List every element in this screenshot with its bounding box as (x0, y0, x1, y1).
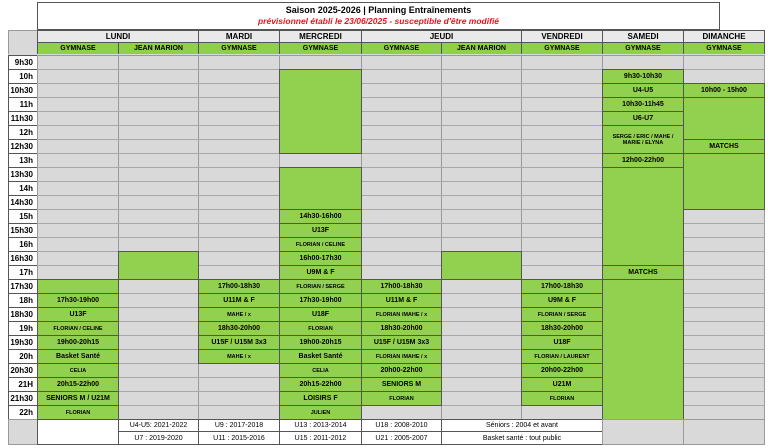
time-label: 20h30 (8, 363, 38, 378)
session-text: 17h30-19h00 (56, 297, 100, 304)
session-text: FLORIAN / CELINE (53, 325, 103, 332)
session-vendredi-u21-team (521, 377, 603, 392)
session-text: 20h15-22h00 (56, 381, 100, 388)
session-text: FLORIAN /MAHE / x (375, 311, 428, 318)
session-mercredi-u18f-team (279, 307, 362, 322)
legend-corner (8, 419, 38, 445)
time-label: 15h (8, 209, 38, 224)
legend-u4u5: U4-U5: 2021-2022 (118, 419, 199, 432)
corner-cell (8, 30, 38, 55)
session-text: 20h00-22h00 (540, 367, 584, 374)
time-label: 21H (8, 377, 38, 392)
time-label: 13h30 (8, 167, 38, 182)
session-lundi-gym-u13f-team (37, 307, 119, 322)
session-jeudi-u15-coach (361, 349, 442, 364)
session-samedi-matchs-label (602, 265, 684, 280)
session-mercredi-u18f-time (279, 293, 362, 308)
session-lundi-gym-u13f-coach (37, 321, 119, 336)
session-dimanche-matchs-label (683, 139, 765, 154)
session-lundi-gym-seniors-time (37, 377, 119, 392)
session-mardi-u15-coach (198, 349, 280, 364)
time-label: 17h (8, 265, 38, 280)
legend-u21: U21 : 2005-2007 (361, 431, 442, 445)
time-label: 12h30 (8, 139, 38, 154)
time-label: 16h (8, 237, 38, 252)
legend-blank-left (37, 419, 119, 445)
session-samedi-u6u7-team (602, 111, 684, 126)
venue-header-lundi-jean-marion: JEAN MARION (118, 42, 199, 55)
session-text: 10h30-11h45 (622, 101, 664, 108)
day-header-mercredi: MERCREDI (279, 30, 362, 43)
session-dimanche-block-b (683, 153, 765, 210)
session-text: U15F / U15M 3x3 (373, 339, 430, 346)
session-text: U21M (552, 381, 572, 388)
session-jeudi-jm-open (441, 251, 522, 280)
session-jeudi-seniors-coach (361, 391, 442, 406)
session-text: 18h30-20h00 (540, 325, 584, 332)
session-mercredi-u13f-coach (279, 237, 362, 252)
session-mardi-u15-time (198, 321, 280, 336)
session-text: 17h00-18h30 (380, 283, 423, 290)
session-samedi-matchs-block-a (602, 167, 684, 266)
session-text: CELIA (69, 367, 87, 374)
session-text: U13F (69, 311, 87, 318)
session-vendredi-u9-team (521, 293, 603, 308)
day-header-mardi: MARDI (198, 30, 280, 43)
session-text: 14h30-16h00 (299, 213, 342, 220)
time-label: 21h30 (8, 391, 38, 406)
day-header-vendredi: VENDREDI (521, 30, 603, 43)
session-jeudi-seniors-team (361, 377, 442, 392)
time-label: 18h (8, 293, 38, 308)
session-text: JULIEN (310, 409, 331, 416)
venue-header-mardi-gymnase: GYMNASE (198, 42, 280, 55)
session-text: 9h30-10h30 (623, 73, 663, 80)
venue-header-samedi-gymnase: GYMNASE (602, 42, 684, 55)
session-text: U18F (553, 339, 571, 346)
session-text: FLORIAN / SERGE (296, 283, 345, 290)
session-lundi-gym-seniors-coach (37, 405, 119, 420)
session-vendredi-u18f-team (521, 335, 603, 350)
session-text: SENIORS M (381, 381, 422, 388)
venue-header-mercredi-gymnase: GYMNASE (279, 42, 362, 55)
session-mercredi-sante-time (279, 335, 362, 350)
session-mercredi-sante-team (279, 349, 362, 364)
legend-basket-sante: Basket santé : tout public (441, 431, 603, 445)
session-text: U13F (311, 227, 330, 234)
time-label: 16h30 (8, 251, 38, 266)
session-text: U11M & F (385, 297, 418, 304)
day-header-dimanche: DIMANCHE (683, 30, 765, 43)
session-vendredi-u21-coach (521, 391, 603, 406)
time-label: 11h30 (8, 111, 38, 126)
session-mardi-u11-time (198, 279, 280, 294)
session-mercredi-midday-open (279, 167, 362, 210)
session-text: FLORIAN / LAURENT (534, 353, 590, 360)
session-mardi-u11-team (198, 293, 280, 308)
time-label: 19h30 (8, 335, 38, 350)
legend-blank-samedi (602, 419, 684, 445)
time-label: 11h (8, 97, 38, 112)
day-header-jeudi: JEUDI (361, 30, 522, 43)
session-jeudi-u11-coach (361, 307, 442, 322)
session-text: MATCHS (628, 269, 658, 276)
session-samedi-u4u5-time (602, 69, 684, 84)
legend-u18: U18 : 2008-2010 (361, 419, 442, 432)
session-text: U4-U5 (632, 87, 654, 94)
session-text: 20h15-22h00 (299, 381, 342, 388)
legend-seniors: Séniors : 2004 et avant (441, 419, 603, 432)
legend-blank-dimanche (683, 419, 765, 445)
session-text: CELIA (312, 367, 329, 374)
session-mercredi-loisirs-coach (279, 405, 362, 420)
time-label: 13h (8, 153, 38, 168)
time-label: 14h30 (8, 195, 38, 210)
session-text: 16h00-17h30 (299, 255, 342, 262)
session-mercredi-sante-coach (279, 363, 362, 378)
session-mercredi-u9-time (279, 251, 362, 266)
session-jeudi-u15-time (361, 321, 442, 336)
session-text: 10h00 - 15h00 (701, 87, 747, 94)
time-label: 10h30 (8, 83, 38, 98)
time-label: 18h30 (8, 307, 38, 322)
session-samedi-matchs-block-b (602, 279, 684, 420)
session-text: Basket Santé (298, 353, 343, 360)
session-text: 17h30-19h00 (299, 297, 342, 304)
session-mercredi-u18f-coach (279, 321, 362, 336)
session-text: 19h00-20h15 (299, 339, 342, 346)
session-jeudi-u15-team (361, 335, 442, 350)
venue-header-jeudi-jean-marion: JEAN MARION (441, 42, 522, 55)
session-mercredi-u9-team (279, 265, 362, 280)
session-text: SERGE / ERIC / MAHE / (612, 133, 674, 140)
legend-u7: U7 : 2019-2020 (118, 431, 199, 445)
time-label: 14h (8, 181, 38, 196)
session-text: MAHE / x (227, 353, 251, 360)
session-dimanche-time (683, 83, 765, 98)
time-label: 19h (8, 321, 38, 336)
session-mercredi-u13f-team (279, 223, 362, 238)
session-text: FLORIAN (308, 325, 333, 332)
title-box (37, 2, 720, 30)
session-text: MATCHS (709, 143, 739, 150)
session-text: Basket Santé (56, 353, 100, 360)
session-samedi-u6u7-time (602, 97, 684, 112)
session-lundi-gym-u13f-time (37, 293, 119, 308)
session-text: FLORIAN (389, 395, 414, 402)
time-label: 12h (8, 125, 38, 140)
session-text: 20h00-22h00 (380, 367, 423, 374)
venue-header-vendredi-gymnase: GYMNASE (521, 42, 603, 55)
session-mercredi-loisirs-time (279, 377, 362, 392)
session-jeudi-seniors-time (361, 363, 442, 378)
session-text: FLORIAN / SERGE (537, 311, 587, 318)
session-text: LOISIRS F (303, 395, 338, 402)
session-vendredi-u9-time (521, 279, 603, 294)
session-text: U6-U7 (632, 115, 654, 122)
session-samedi-u6u7-coaches (602, 125, 684, 154)
time-label: 20h (8, 349, 38, 364)
time-label: 17h30 (8, 279, 38, 294)
time-label: 9h30 (8, 55, 38, 70)
session-text: FLORIAN / CELINE (295, 241, 346, 248)
session-jeudi-u11-team (361, 293, 442, 308)
session-lundi-gym-seniors-team (37, 391, 119, 406)
legend-u9: U9 : 2017-2018 (198, 419, 280, 432)
session-text: 19h00-20h15 (56, 339, 100, 346)
legend-u11: U11 : 2015-2016 (198, 431, 280, 445)
session-mercredi-loisirs-team (279, 391, 362, 406)
session-vendredi-u21-time (521, 363, 603, 378)
time-label: 15h30 (8, 223, 38, 238)
venue-header-dimanche-gymnase: GYMNASE (683, 42, 765, 55)
session-text: U9M & F (306, 269, 335, 276)
session-lundi-gym-open (37, 279, 119, 294)
session-vendredi-u18f-coach (521, 349, 603, 364)
venue-header-lundi-gymnase: GYMNASE (37, 42, 119, 55)
session-vendredi-u18f-time (521, 321, 603, 336)
legend-u13: U13 : 2013-2014 (279, 419, 362, 432)
session-mercredi-morning-open (279, 69, 362, 154)
page-subtitle: prévisionnel établi le 23/06/2025 - susceptible d'être modifié (257, 16, 500, 26)
session-mardi-u15-team (198, 335, 280, 350)
session-samedi-matchs-time (602, 153, 684, 168)
session-text: FLORIAN (549, 395, 575, 402)
session-text: U15F / U15M 3x3 (211, 339, 267, 346)
session-text: SENIORS M / U21M (46, 395, 110, 402)
session-jeudi-u11-time (361, 279, 442, 294)
day-header-samedi: SAMEDI (602, 30, 684, 43)
session-text: 12h00-22h00 (621, 157, 665, 164)
session-samedi-u4u5-team (602, 83, 684, 98)
session-text: 18h30-20h00 (217, 325, 261, 332)
session-text: U9M & F (548, 297, 576, 304)
session-lundi-gym-sante-coach (37, 363, 119, 378)
page-title: Saison 2025-2026 | Planning Entraînements (285, 5, 472, 15)
venue-header-jeudi-gymnase: GYMNASE (361, 42, 442, 55)
session-text: 17h00-18h30 (217, 283, 261, 290)
day-header-lundi: LUNDI (37, 30, 199, 43)
session-lundi-gym-sante-team (37, 349, 119, 364)
session-text: FLORIAN /MAHE / x (375, 353, 428, 360)
session-text: U11M & F (223, 297, 255, 304)
session-text: MARIE / ELYNA (622, 139, 664, 146)
session-lundi-gym-sante-time (37, 335, 119, 350)
session-text: 18h30-20h00 (380, 325, 423, 332)
session-text: 17h00-18h30 (540, 283, 584, 290)
session-mercredi-u9-coach (279, 279, 362, 294)
session-mardi-u11-coach (198, 307, 280, 322)
session-text: U18F (311, 311, 330, 318)
session-lundi-jm-open (118, 251, 199, 280)
session-mercredi-u13f-time (279, 209, 362, 224)
legend-u15: U15 : 2011-2012 (279, 431, 362, 445)
session-text: FLORIAN (65, 409, 91, 416)
session-dimanche-block-a (683, 97, 765, 140)
time-label: 10h (8, 69, 38, 84)
session-vendredi-u9-coach (521, 307, 603, 322)
time-label: 22h (8, 405, 38, 420)
session-text: MAHE / x (227, 311, 251, 318)
